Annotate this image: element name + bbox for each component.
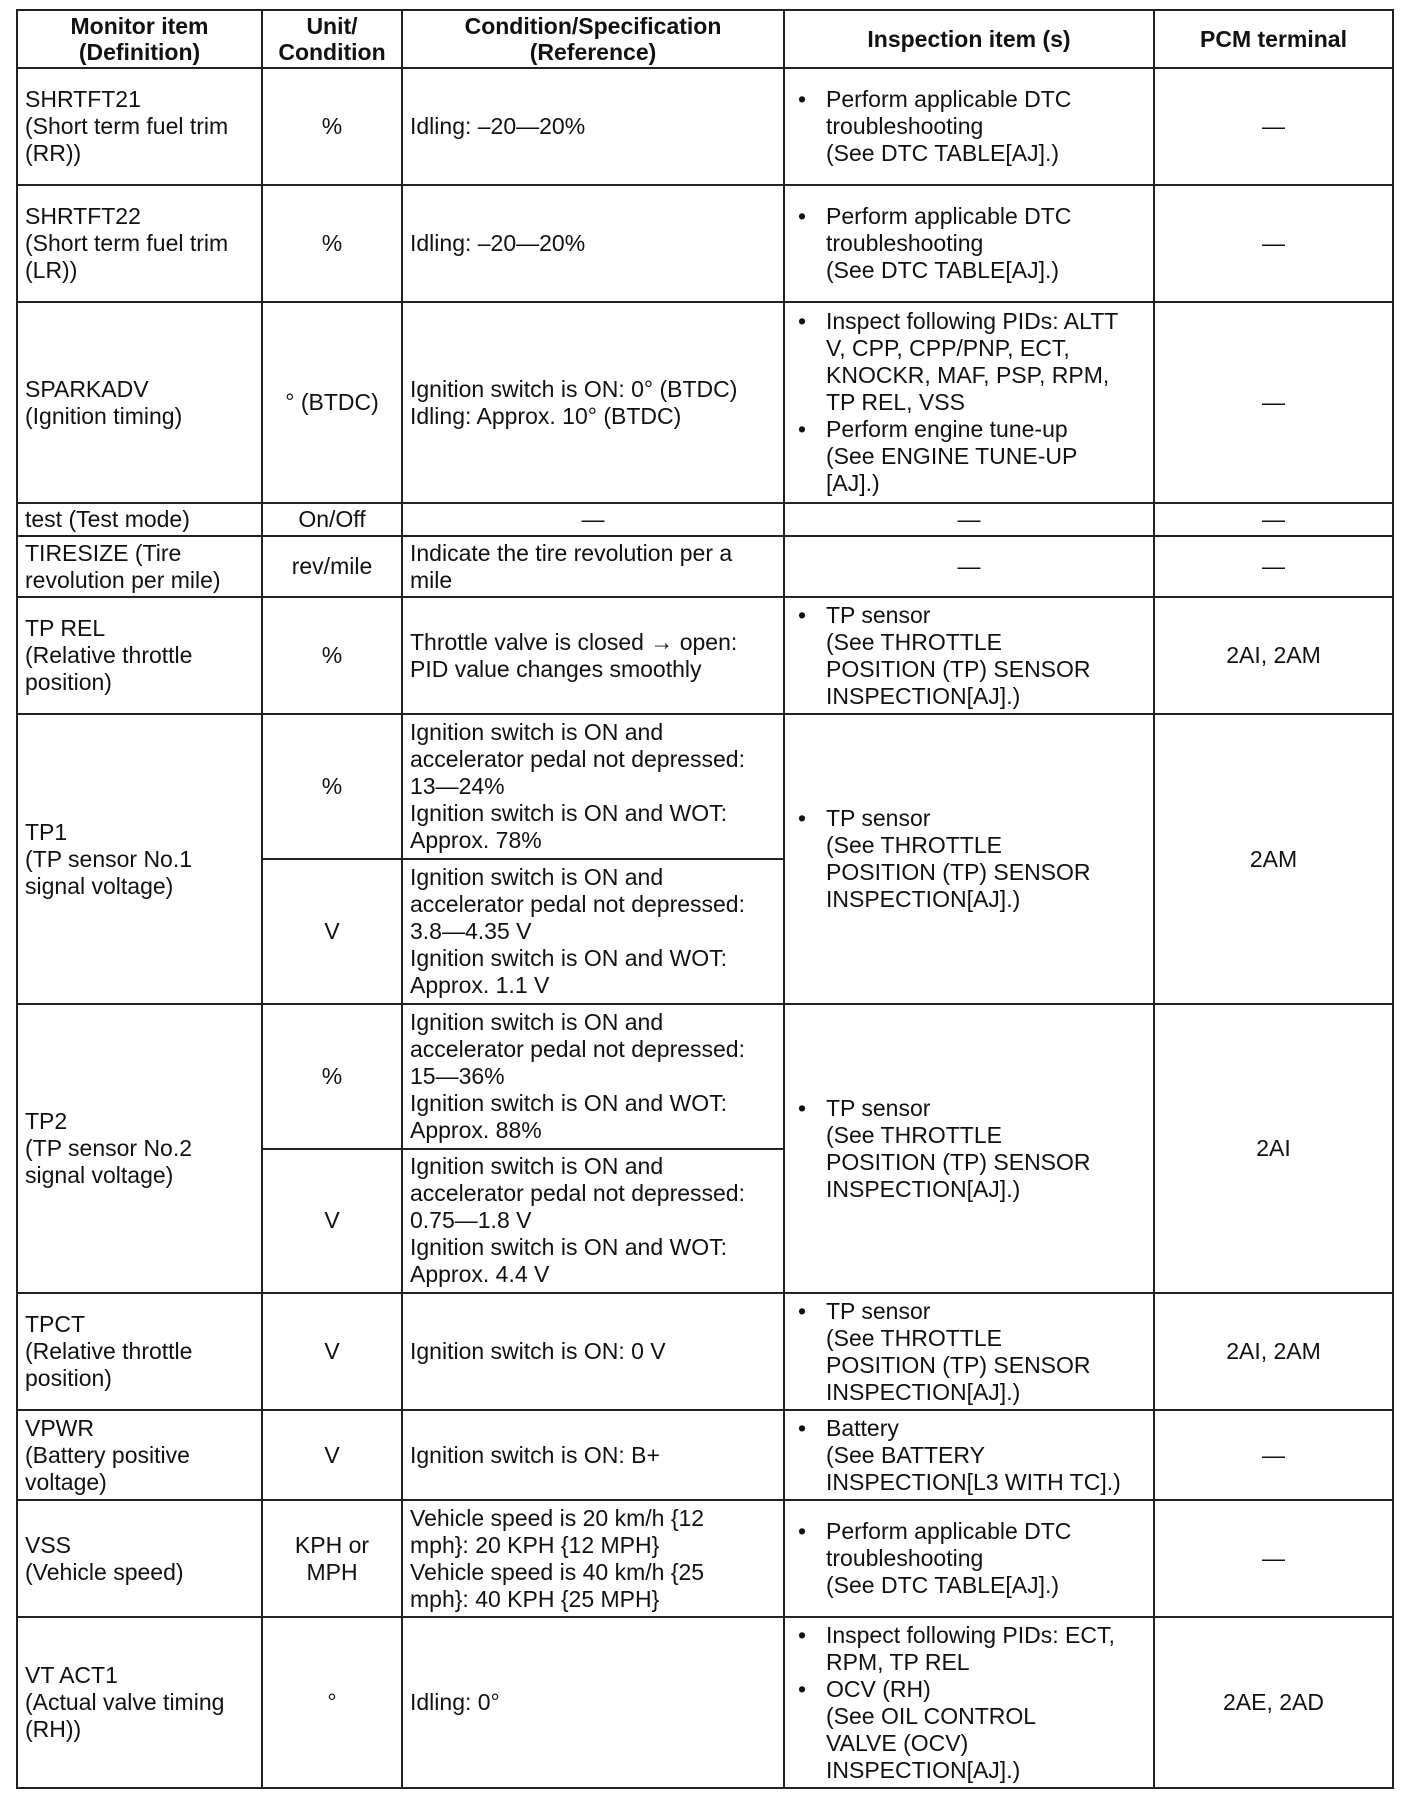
table-row-vss xyxy=(17,1500,1393,1617)
unit-cell: % xyxy=(262,185,402,303)
pcm-terminal-cell: — xyxy=(1154,1500,1393,1617)
inspection-bullet: • Battery (See BATTERY INSPECTION[L3 WITH TC].) xyxy=(792,1415,1146,1496)
pcm-terminal-cell: 2AM xyxy=(1154,714,1393,1004)
inspection-cell xyxy=(784,1617,1154,1788)
monitor-item-cell: SPARKADV (Ignition timing) xyxy=(17,302,262,503)
header-inspection-items: Inspection item (s) xyxy=(784,10,1154,68)
inspection-cell xyxy=(784,597,1154,715)
unit-cell: rev/mile xyxy=(262,536,402,596)
monitor-item-cell: TP2 (TP sensor No.2 signal voltage) xyxy=(17,1004,262,1294)
inspection-bullet: • Perform applicable DTC troubleshooting (See DTC TABLE[AJ].) xyxy=(792,86,1146,167)
pcm-terminal-cell: — xyxy=(1154,68,1393,185)
inspection-bullet: • Inspect following PIDs: ALTT V, CPP, CPP/PNP, ECT, KNOCKR, MAF, PSP, RPM, TP REL, VSS xyxy=(792,308,1146,416)
condition-cell: Ignition switch is ON and accelerator pedal not depressed: 13—24% Ignition switch is ON and WOT: Approx. 78% xyxy=(402,714,784,859)
inspection-bullet: • TP sensor (See THROTTLE POSITION (TP) SENSOR INSPECTION[AJ].) xyxy=(792,1095,1146,1203)
inspection-cell xyxy=(784,1410,1154,1500)
inspection-bullet: • Perform applicable DTC troubleshooting (See DTC TABLE[AJ].) xyxy=(792,1518,1146,1599)
condition-cell: Indicate the tire revolution per a mile xyxy=(402,536,784,596)
inspection-cell xyxy=(784,185,1154,303)
condition-cell: Ignition switch is ON: 0° (BTDC) Idling: Approx. 10° (BTDC) xyxy=(402,302,784,503)
unit-cell: % xyxy=(262,68,402,185)
inspection-cell: — xyxy=(784,536,1154,596)
pcm-terminal-cell: 2AE, 2AD xyxy=(1154,1617,1393,1788)
unit-cell: ° (BTDC) xyxy=(262,302,402,503)
inspection-cell xyxy=(784,68,1154,185)
monitor-item-cell: TP1 (TP sensor No.1 signal voltage) xyxy=(17,714,262,1004)
table-row-vt-act1 xyxy=(17,1617,1393,1788)
condition-cell: Idling: 0° xyxy=(402,1617,784,1788)
inspection-bullet: • Perform applicable DTC troubleshooting (See DTC TABLE[AJ].) xyxy=(792,203,1146,284)
condition-cell: Vehicle speed is 20 km/h {12 mph}: 20 KPH {12 MPH} Vehicle speed is 40 km/h {25 mph}: 40 KPH {25 MPH} xyxy=(402,1500,784,1617)
monitor-item-cell: SHRTFT21 (Short term fuel trim (RR)) xyxy=(17,68,262,185)
unit-cell: V xyxy=(262,1410,402,1500)
condition-cell: Ignition switch is ON and accelerator pedal not depressed: 3.8—4.35 V Ignition switch is ON and WOT: Approx. 1.1 V xyxy=(402,859,784,1004)
unit-cell: V xyxy=(262,1149,402,1294)
table-row-tpct xyxy=(17,1293,1393,1410)
table-row-tiresize xyxy=(17,536,1393,596)
table-row-vpwr xyxy=(17,1410,1393,1500)
table-row-sparkadv xyxy=(17,302,1393,503)
inspection-cell: — xyxy=(784,503,1154,536)
inspection-cell xyxy=(784,1004,1154,1294)
inspection-cell xyxy=(784,1293,1154,1410)
inspection-cell xyxy=(784,302,1154,503)
inspection-bullet: • TP sensor (See THROTTLE POSITION (TP) SENSOR INSPECTION[AJ].) xyxy=(792,805,1146,913)
pcm-terminal-cell: 2AI xyxy=(1154,1004,1393,1294)
condition-cell: Ignition switch is ON: B+ xyxy=(402,1410,784,1500)
pcm-terminal-cell: — xyxy=(1154,302,1393,503)
table-row-shrtft21 xyxy=(17,68,1393,185)
inspection-bullet: • Inspect following PIDs: ECT, RPM, TP REL xyxy=(792,1622,1146,1676)
table-row-tp-rel xyxy=(17,597,1393,715)
unit-cell: ° xyxy=(262,1617,402,1788)
pcm-terminal-cell: — xyxy=(1154,536,1393,596)
monitor-item-cell: VPWR (Battery positive voltage) xyxy=(17,1410,262,1500)
pcm-terminal-cell: 2AI, 2AM xyxy=(1154,1293,1393,1410)
monitor-item-cell: VSS (Vehicle speed) xyxy=(17,1500,262,1617)
unit-cell: On/Off xyxy=(262,503,402,536)
monitor-item-table xyxy=(16,9,1394,1789)
pcm-terminal-cell: 2AI, 2AM xyxy=(1154,597,1393,715)
monitor-item-cell: TPCT (Relative throttle position) xyxy=(17,1293,262,1410)
condition-cell: Throttle valve is closed → open: PID value changes smoothly xyxy=(402,597,784,715)
monitor-item-cell: TIRESIZE (Tire revolution per mile) xyxy=(17,536,262,596)
pcm-terminal-cell: — xyxy=(1154,503,1393,536)
condition-cell: Ignition switch is ON: 0 V xyxy=(402,1293,784,1410)
condition-cell: — xyxy=(402,503,784,536)
monitor-item-cell: TP REL (Relative throttle position) xyxy=(17,597,262,715)
condition-cell: Ignition switch is ON and accelerator pedal not depressed: 15—36% Ignition switch is ON and WOT: Approx. 88% xyxy=(402,1004,784,1149)
inspection-bullet: • TP sensor (See THROTTLE POSITION (TP) SENSOR INSPECTION[AJ].) xyxy=(792,1298,1146,1406)
unit-cell: % xyxy=(262,714,402,859)
monitor-item-cell: VT ACT1 (Actual valve timing (RH)) xyxy=(17,1617,262,1788)
inspection-cell xyxy=(784,714,1154,1004)
unit-cell: % xyxy=(262,1004,402,1149)
monitor-item-cell: SHRTFT22 (Short term fuel trim (LR)) xyxy=(17,185,262,303)
pcm-terminal-cell: — xyxy=(1154,185,1393,303)
header-row xyxy=(17,10,1393,68)
header-pcm-terminal: PCM terminal xyxy=(1154,10,1393,68)
inspection-cell xyxy=(784,1500,1154,1617)
inspection-bullet: • TP sensor (See THROTTLE POSITION (TP) SENSOR INSPECTION[AJ].) xyxy=(792,602,1146,710)
inspection-bullet: • Perform engine tune-up (See ENGINE TUNE-UP [AJ].) xyxy=(792,416,1146,497)
condition-cell: Idling: –20—20% xyxy=(402,68,784,185)
header-condition-specification: Condition/Specification (Reference) xyxy=(402,10,784,68)
table-row-tp1 xyxy=(17,714,1393,859)
unit-cell: % xyxy=(262,597,402,715)
condition-cell: Idling: –20—20% xyxy=(402,185,784,303)
table-row-shrtft22 xyxy=(17,185,1393,303)
pcm-terminal-cell: — xyxy=(1154,1410,1393,1500)
unit-cell: V xyxy=(262,1293,402,1410)
condition-cell: Ignition switch is ON and accelerator pedal not depressed: 0.75—1.8 V Ignition switch is ON and WOT: Approx. 4.4 V xyxy=(402,1149,784,1294)
table-row-tp2 xyxy=(17,1004,1393,1149)
header-unit-condition: Unit/ Condition xyxy=(262,10,402,68)
monitor-item-cell: test (Test mode) xyxy=(17,503,262,536)
inspection-bullet: • OCV (RH) (See OIL CONTROL VALVE (OCV) INSPECTION[AJ].) xyxy=(792,1676,1146,1784)
header-monitor-item: Monitor item (Definition) xyxy=(17,10,262,68)
unit-cell: KPH or MPH xyxy=(262,1500,402,1617)
table-row-test xyxy=(17,503,1393,536)
unit-cell: V xyxy=(262,859,402,1004)
